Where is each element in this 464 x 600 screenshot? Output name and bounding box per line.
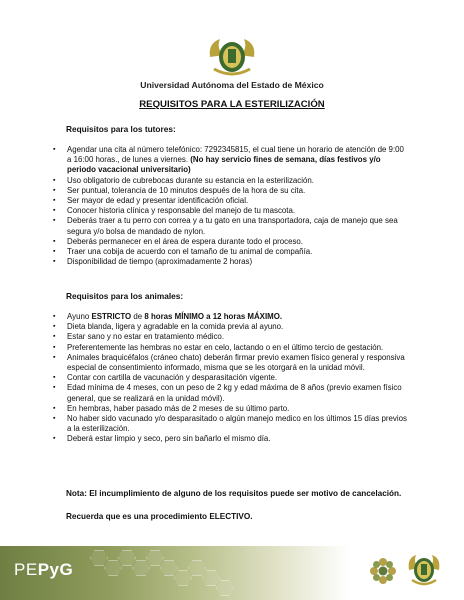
list-item: ▪ Edad mínima de 4 meses, con un peso de 2 kg y edad máxima de 8 años (previo examen físico general, que se realizará en la unidad móvil). xyxy=(53,383,408,403)
hex-pattern xyxy=(118,550,136,566)
hex-pattern xyxy=(104,560,122,576)
university-name: Universidad Autónoma del Estado de México xyxy=(140,80,324,90)
animales-heading: Requisitos para los animales: xyxy=(66,291,184,301)
list-item: ▪ Deberás permanecer en el área de espera durante todo el proceso. xyxy=(53,237,408,247)
footer-band xyxy=(0,546,350,600)
hex-pattern xyxy=(160,560,178,576)
animales-list xyxy=(53,312,408,445)
list-item: ▪ Uso obligatorio de cubrebocas durante su estancia en la esterilización. xyxy=(53,176,408,186)
hex-pattern xyxy=(202,570,220,586)
tutores-list xyxy=(53,145,408,267)
hex-pattern xyxy=(90,550,108,566)
list-item: ▪ Traer una cobija de acuerdo con el tamaño de tu animal de compañía. xyxy=(53,247,408,257)
cancellation-note: Nota: El incumplimiento de alguno de los requisitos puede ser motivo de cancelación. xyxy=(66,489,402,498)
list-item: ▪ Estar sano y no estar en tratamiento médico. xyxy=(53,332,408,342)
list-item: ▪ Agendar una cita al número telefónico: 7292345815, el cual tiene un horario de atención de 9:00 a 16:00 horas., de lunes a viernes. (No hay servicio fines de semana, días festivos y/o periodo vacacional universitario) xyxy=(53,145,408,176)
list-item: ▪ Conocer historia clínica y responsable del manejo de tu mascota. xyxy=(53,206,408,216)
hex-pattern xyxy=(174,570,192,586)
list-item: ▪ Contar con cartilla de vacunación y desparasitación vigente. xyxy=(53,373,408,383)
list-item: ▪ En hembras, haber pasado más de 2 meses de su último parto. xyxy=(53,404,408,414)
list-item: ▪ Deberás traer a tu perro con correa y a tu gato en una transportadora, caja de manejo que sea segura y/o bolsa de mandado de nylon. xyxy=(53,216,408,236)
elective-note: Recuerda que es una procedimiento ELECTIVO. xyxy=(66,512,253,521)
list-item: ▪ Dieta blanda, ligera y agradable en la comida previa al ayuno. xyxy=(53,322,408,332)
hex-pattern xyxy=(216,580,234,596)
list-item: ▪ Disponibilidad de tiempo (aproximadamente 2 horas) xyxy=(53,257,408,267)
list-item: ▪ Ayuno ESTRICTO de 8 horas MÍNIMO a 12 horas MÁXIMO. xyxy=(53,312,408,322)
flower-logo-icon xyxy=(368,556,398,586)
tutores-heading: Requisitos para los tutores: xyxy=(66,124,176,134)
list-item: ▪ Animales braquicéfalos (cráneo chato) deberán firmar previo examen físico general y responsiva especial de consentimiento informado, misma que se les otorgará en la unidad móvil. xyxy=(53,353,408,373)
pepyg-logo: PEPyG xyxy=(14,560,74,579)
university-seal-small xyxy=(406,552,442,588)
university-seal xyxy=(206,35,258,79)
list-item: ▪ Deberá estar limpio y seco, pero sin bañarlo el mismo día. xyxy=(53,434,408,444)
list-item: ▪ No haber sido vacunado y/o desparasitado o algún manejo medico en los últimos 15 días previos a la esterilización. xyxy=(53,414,408,434)
list-item: ▪ Ser puntual, tolerancia de 10 minutos después de la hora de su cita. xyxy=(53,186,408,196)
document-title: REQUISITOS PARA LA ESTERILIZACIÓN xyxy=(139,99,325,110)
hex-pattern xyxy=(188,560,206,576)
list-item: ▪ Ser mayor de edad y presentar identificación oficial. xyxy=(53,196,408,206)
hex-pattern xyxy=(146,550,164,566)
list-item: ▪ Preferentemente las hembras no estar en celo, lactando o en el último tercio de gestación. xyxy=(53,343,408,353)
hex-pattern xyxy=(132,560,150,576)
